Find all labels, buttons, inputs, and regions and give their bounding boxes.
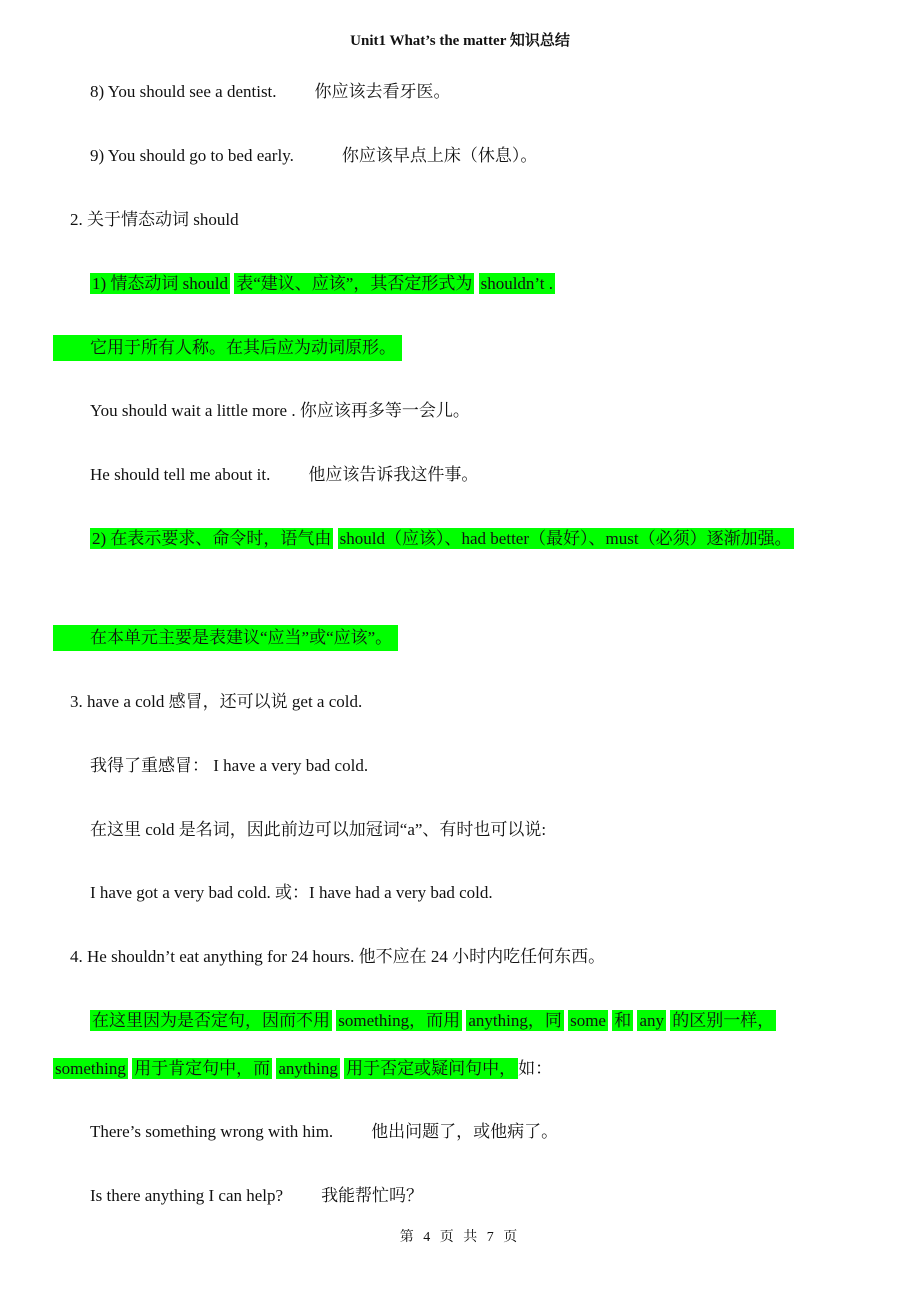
highlight-text: should（应该）、had better（最好）、must（必须）逐渐加强。 xyxy=(339,529,792,548)
page-title: Unit1 What’s the matter 知识总结 xyxy=(350,33,570,49)
highlight-text: 用于否定或疑问句中， xyxy=(346,1059,517,1078)
section-4-example-1-cn: 他出问题了，或他病了。 xyxy=(371,1122,559,1141)
highlight-text: anything xyxy=(278,1059,338,1078)
section-4-example-2 xyxy=(90,1183,423,1209)
section-4-example-1-en: There’s something wrong with him. xyxy=(90,1122,334,1141)
example-9 xyxy=(90,143,537,169)
section-4-heading: 4. He shouldn’t eat anything for 24 hours. 他不应在 24 小时内吃任何东西。 xyxy=(70,947,606,966)
highlight-text: 1) 情态动词 should xyxy=(92,274,228,293)
section-3-example-3: I have got a very bad cold. 或：I have had a very bad cold. xyxy=(90,883,493,902)
example-8-en: 8) You should see a dentist. xyxy=(90,82,277,101)
section-4-example-2-cn: 我能帮忙吗？ xyxy=(321,1186,424,1205)
highlight-text: some xyxy=(570,1011,606,1030)
example-9-cn: 你应该早点上床（休息）。 xyxy=(341,146,538,165)
section-2-point-2 xyxy=(90,526,794,552)
section-2-heading: 2. 关于情态动词 should xyxy=(70,210,239,229)
example-9-en: 9) You should go to bed early. xyxy=(90,146,294,165)
section-4-example-2-en: Is there anything I can help? xyxy=(90,1186,284,1205)
section-3-heading: 3. have a cold 感冒，还可以说 get a cold. xyxy=(70,692,363,711)
section-4-point-1 xyxy=(90,1008,776,1034)
highlight-text: anything，同 xyxy=(468,1011,562,1030)
section-2-example-2-cn: 他应该告诉我这件事。 xyxy=(308,465,479,484)
example-8-cn: 你应该去看牙医。 xyxy=(314,82,451,101)
highlight-text: 2) 在表示要求、命令时，语气由 xyxy=(92,529,332,548)
page-footer: 第 4 页 共 7 页 xyxy=(399,1230,521,1245)
section-4-point-1-cont xyxy=(53,1056,552,1082)
section-2-point-2-cont: 在本单元主要是表建议“应当”或“应该”。 xyxy=(53,625,398,651)
highlight-text: 用于肯定句中，而 xyxy=(134,1059,271,1078)
highlight-text: 表“建议、应该”，其否定形式为 xyxy=(236,274,473,293)
section-2-example-2 xyxy=(90,462,478,488)
highlight-text: 的区别一样， xyxy=(672,1011,775,1030)
section-4-example-1 xyxy=(90,1119,558,1145)
plain-text: 如： xyxy=(518,1059,553,1078)
section-2-point-1 xyxy=(90,271,555,297)
section-2-example-2-en: He should tell me about it. xyxy=(90,465,271,484)
section-3-example-2: 在这里 cold 是名词，因此前边可以加冠词“a”、有时也可以说: xyxy=(90,820,547,839)
example-8 xyxy=(90,79,451,105)
section-3-example-1: 我得了重感冒： I have a very bad cold. xyxy=(90,756,369,775)
highlight-text: something，而用 xyxy=(338,1011,461,1030)
section-2-point-1-cont: 它用于所有人称。在其后应为动词原形。 xyxy=(53,335,402,361)
section-2-example-1: You should wait a little more . 你应该再多等一会儿。 xyxy=(90,401,470,420)
highlight-text: shouldn’t . xyxy=(480,274,554,293)
highlight-text: something xyxy=(55,1059,126,1078)
highlight-text: any xyxy=(639,1011,665,1030)
highlight-text: 在这里因为是否定句，因而不用 xyxy=(92,1011,330,1030)
highlight-text: 和 xyxy=(614,1011,632,1030)
